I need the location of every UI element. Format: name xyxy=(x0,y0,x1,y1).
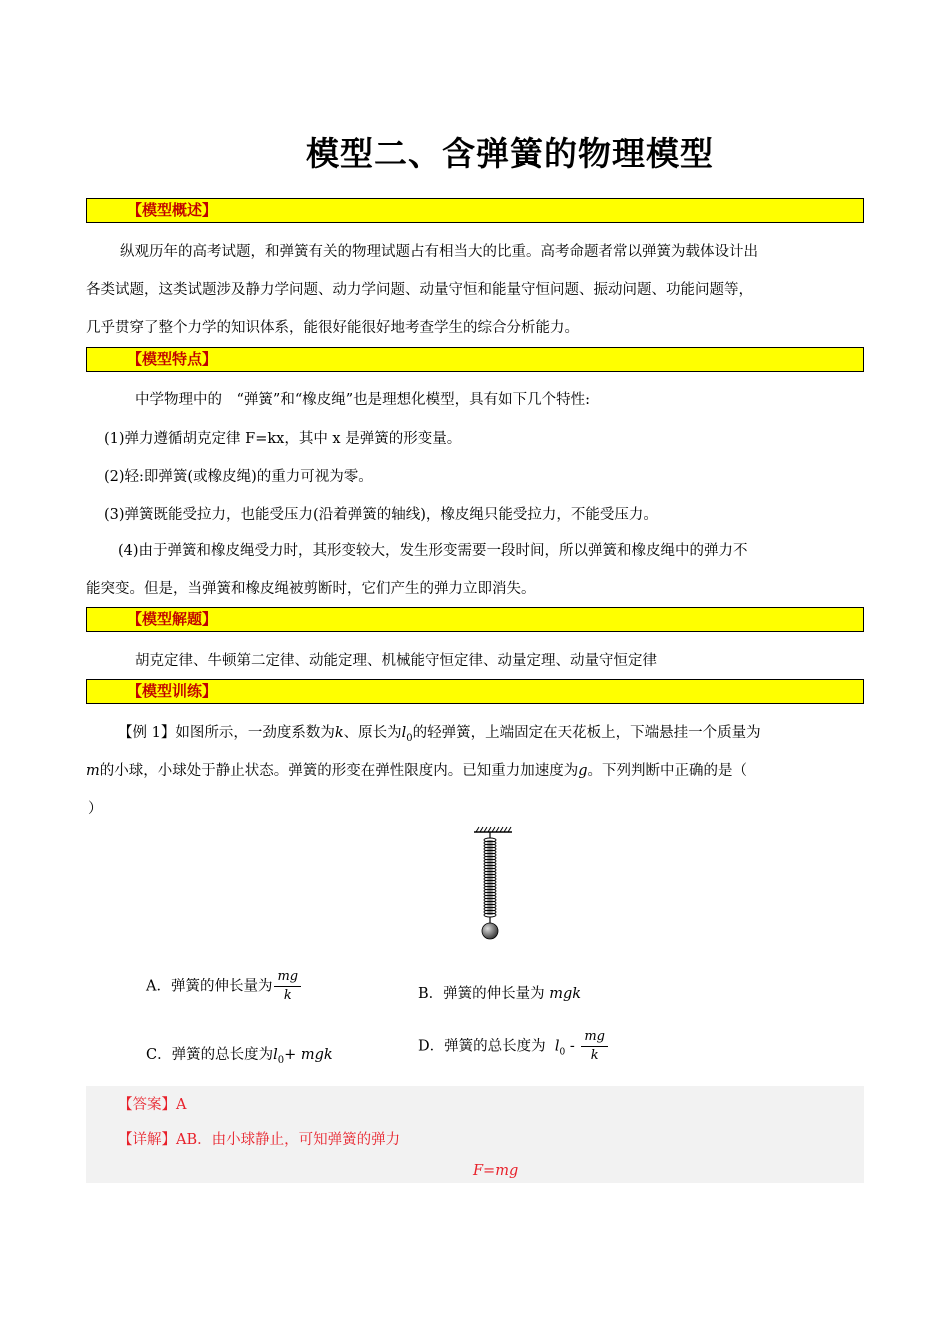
subscript-0: 0 xyxy=(277,1054,285,1066)
subscript-0: 0 xyxy=(406,732,413,744)
subscript-0: 0 xyxy=(559,1047,566,1058)
frac-den: k xyxy=(283,988,292,1003)
detail-line xyxy=(118,1128,400,1149)
example-text: 【例 1】如图所示，一劲度系数为 xyxy=(118,725,335,741)
option-b[interactable] xyxy=(418,982,581,1003)
features-item-3: (3)弹簧既能受拉力，也能受压力(沿着弹簧的轴线)，橡皮绳只能受拉力，不能受压力。 xyxy=(104,507,658,523)
var-l0: l xyxy=(401,725,407,741)
ceiling-hatch xyxy=(474,827,512,832)
frac-den: k xyxy=(590,1048,599,1063)
example-text: 。下列判断中正确的是（ xyxy=(587,763,748,779)
spring-figure xyxy=(466,826,516,942)
detail-text: AB．由小球静止，可知弹簧的弹力 xyxy=(176,1132,401,1148)
features-item-1: (1)弹力遵循胡克定律 F=kx，其中 x 是弹簧的形变量。 xyxy=(104,431,462,447)
example-text: 、原长为 xyxy=(343,725,402,741)
option-a[interactable] xyxy=(146,968,301,1005)
option-b-label: B．弹簧的伸长量为 xyxy=(418,986,545,1002)
example-text: 的轻弹簧，上端固定在天花板上，下端悬挂一个质量为 xyxy=(412,725,761,741)
overview-line-3: 几乎贯穿了整个力学的知识体系，能很好能很好地考查学生的综合分析能力。 xyxy=(86,320,579,336)
features-intro: 中学物理中的 “弹簧”和“橡皮绳”也是理想化模型，具有如下几个特性: xyxy=(135,392,591,408)
example-text: 的小球，小球处于静止状态。弹簧的形变在弹性限度内。已知重力加速度为 xyxy=(99,763,579,779)
plus-sign: + xyxy=(284,1047,301,1063)
ball xyxy=(482,923,498,939)
var-k: k xyxy=(334,725,344,741)
option-c[interactable] xyxy=(146,1043,333,1066)
example-line-3: ） xyxy=(88,801,103,817)
option-b-expr: mgk xyxy=(549,986,582,1002)
features-item-4a: (4)由于弹簧和橡皮绳受力时，其形变较大，发生形变需要一段时间，所以弹簧和橡皮绳中的弹力不 xyxy=(118,543,748,559)
page-title: 模型二、含弹簧的物理模型 xyxy=(306,134,714,173)
section-header-features: 【模型特点】 xyxy=(86,347,864,372)
fraction-mg-over-k xyxy=(274,968,301,1005)
overview-line-2: 各类试题，这类试题涉及静力学问题、动力学问题、动量守恒和能量守恒问题、振动问题、功能问题等， xyxy=(86,282,753,298)
features-item-4b: 能突变。但是，当弹簧和橡皮绳被剪断时，它们产生的弹力立即消失。 xyxy=(86,581,536,597)
features-item-2: (2)轻:即弹簧(或橡皮绳)的重力可视为零。 xyxy=(104,469,373,485)
minus-sign: - xyxy=(565,1038,580,1055)
solution-text: 胡克定律、牛顿第二定律、动能定理、机械能守恒定律、动量定理、动量守恒定律 xyxy=(135,653,657,669)
var-g: g xyxy=(578,763,588,779)
option-d-label: D．弹簧的总长度为 xyxy=(418,1038,546,1055)
var-l: l xyxy=(554,1038,560,1055)
section-header-solution: 【模型解题】 xyxy=(86,607,864,632)
detail-label: 【详解】 xyxy=(118,1132,176,1148)
overview-line-1: 纵观历年的高考试题，和弹簧有关的物理试题占有相当大的比重。高考命题者常以弹簧为载体设计出 xyxy=(120,244,758,260)
fraction-mg-over-k xyxy=(581,1028,608,1065)
section-header-training: 【模型训练】 xyxy=(86,679,864,704)
spring-coil xyxy=(484,838,496,917)
example-line-2 xyxy=(86,759,747,780)
formula-F-mg: F=mg xyxy=(473,1163,519,1179)
frac-num: mg xyxy=(581,1028,608,1047)
option-c-label: C．弹簧的总长度为 xyxy=(146,1047,274,1063)
answer-line: 【答案】A xyxy=(118,1097,187,1113)
option-a-label: A．弹簧的伸长量为 xyxy=(146,978,273,995)
var-m: m xyxy=(86,763,100,779)
option-c-expr: mgk xyxy=(300,1047,333,1063)
example-line-1 xyxy=(118,721,761,744)
frac-num: mg xyxy=(274,968,301,987)
var-l: l xyxy=(273,1047,278,1063)
option-d[interactable] xyxy=(418,1028,608,1065)
section-header-overview: 【模型概述】 xyxy=(86,198,864,223)
